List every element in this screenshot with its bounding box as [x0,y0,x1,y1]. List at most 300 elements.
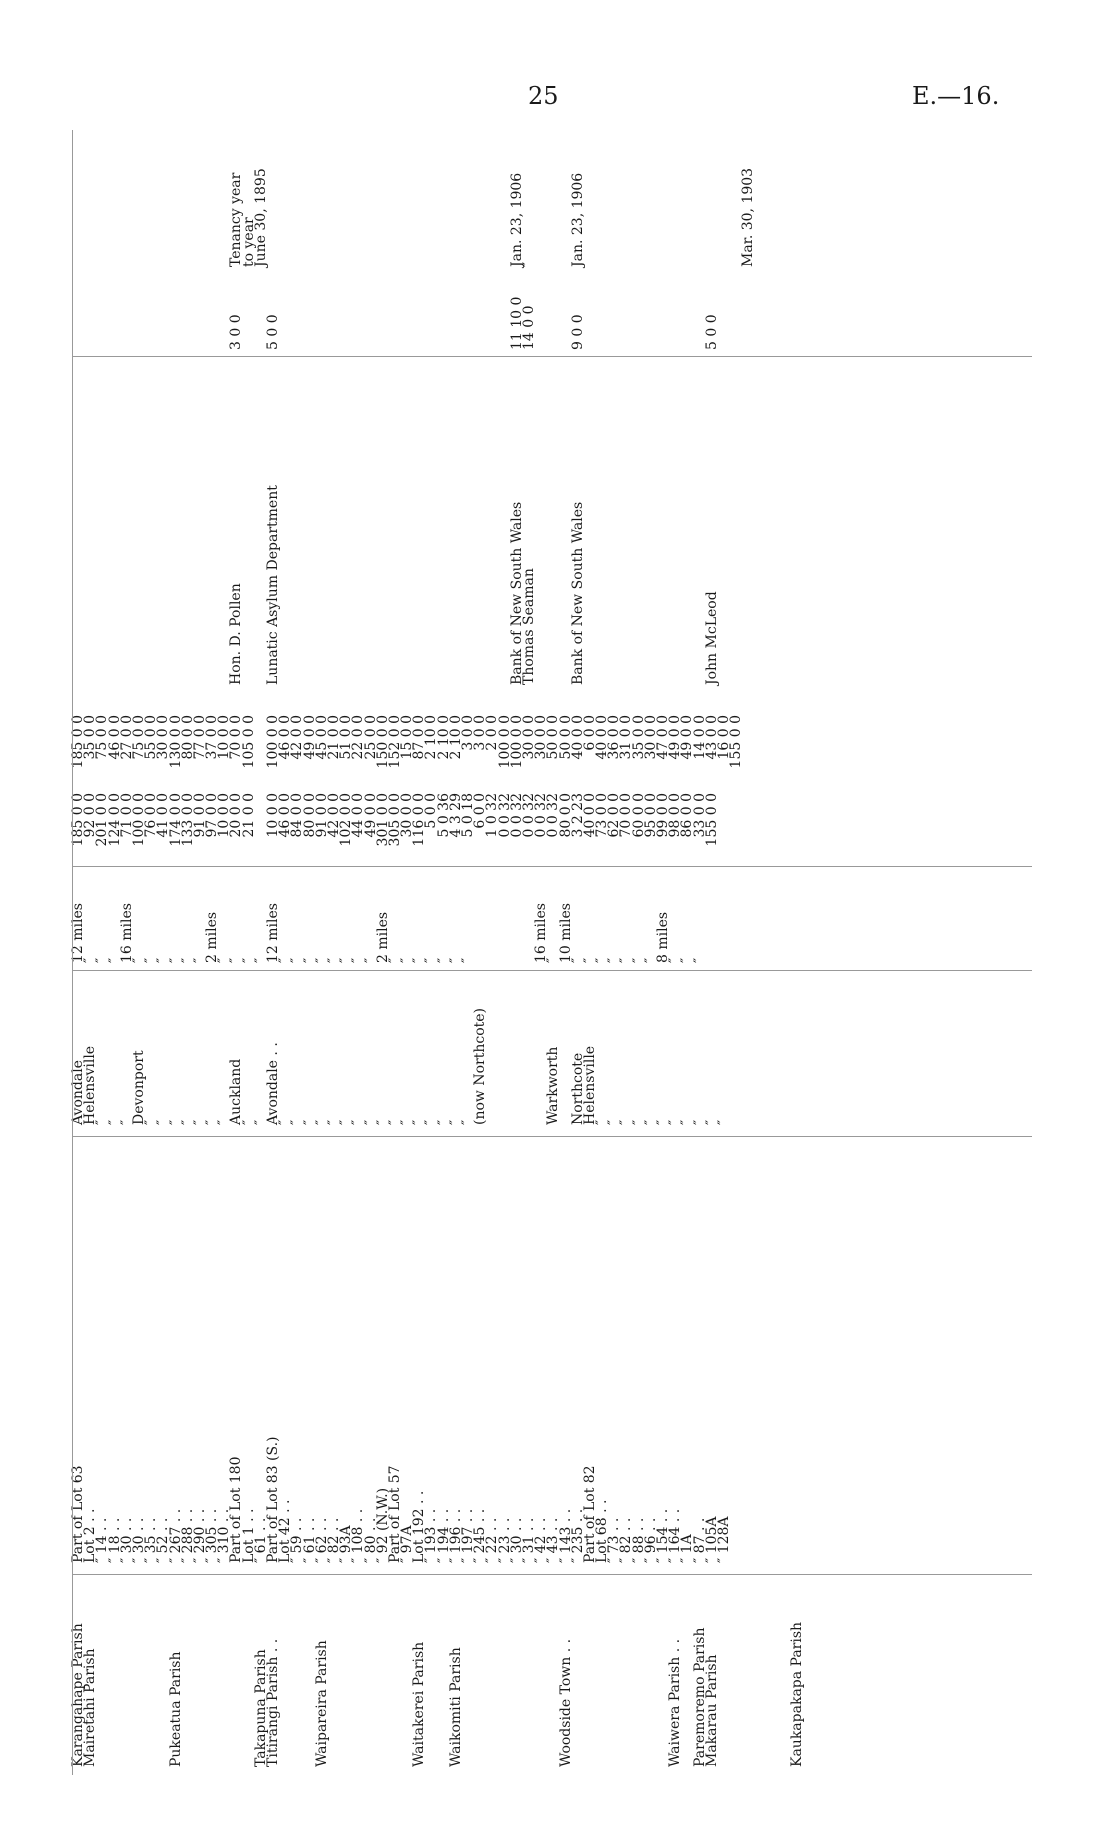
parishes-entry [767,1587,779,1767]
lessees-entry [170,375,182,685]
areas_total-entry: 99 0 0 [655,793,671,838]
lessees-entry [279,375,291,685]
towns-entry: ″ [460,1119,476,1125]
areas_total-entry: 92 0 0 [82,793,99,838]
distances-entry: 12 miles [70,903,86,963]
rents-entry [133,280,145,350]
lessees-entry: Hon. D. Pollen [228,583,245,685]
distances-entry: 12 miles [265,903,281,963]
dates-entry [267,127,279,267]
rents-entry [316,280,328,350]
towns-entry: ″ [155,1119,172,1125]
parishes-entry [133,1587,145,1767]
lots-entry: ″ 193 . . [423,1508,440,1563]
areas_total-entry: 133 0 0 [179,793,196,847]
lots-entry: Part of Lot 180 [228,1456,245,1563]
lots-entry: ″ 30 . . [508,1517,525,1563]
areas_leased-entry: 16 0 0 [715,715,732,760]
towns-entry: ″ [667,1119,684,1125]
lots-entry: ″ 97A [399,1525,416,1563]
towns-entry: ″ [691,1119,708,1125]
parishes-entry [572,1587,584,1767]
towns-entry: ″ [399,1119,416,1125]
distances-entry: ″ [594,957,611,963]
towns-entry: Auckland [228,1058,245,1125]
areas_total-entry: 40 0 0 [581,793,598,838]
areas_total-entry: 62 0 0 [606,793,623,838]
lots-entry: Lot 1 . . [240,1508,257,1563]
areas_total-entry: 10 0 0 [265,793,281,838]
distances-entry: ″ [423,957,440,963]
dates-entry [109,127,121,267]
distances-entry: ″ [155,957,172,963]
distances-entry: ″ [606,957,623,963]
parishes-entry [730,1587,742,1767]
areas_leased-entry: 3 0 0 [472,715,489,751]
parishes-entry [474,1587,486,1767]
lessee-column [72,375,718,685]
top-rule [72,130,73,1775]
lessees-entry [365,375,377,685]
leased-area-column [70,715,745,775]
dates-entry [620,127,632,267]
lots-entry: Lot 42 . . [277,1499,294,1563]
areas_total-entry: 33 0 0 [691,793,708,838]
rents-entry [401,280,413,350]
rents-entry [243,280,255,350]
lots-entry: ″ 196 . . [447,1508,464,1563]
lots-entry: ″ 31 . . [520,1517,537,1563]
areas_leased-entry: 70 0 0 [228,715,245,760]
towns-entry: ″ [216,1119,233,1125]
lessees-entry [182,375,194,685]
areas_leased-entry: 100 0 0 [508,715,525,769]
areas_total-entry: 73 0 0 [594,793,611,838]
dates-entry [535,127,547,267]
lots-entry: ″ 35 . . [143,1517,160,1563]
parishes-entry: Karangahape Parish [70,1623,86,1767]
lessees-entry [389,375,401,685]
areas_leased-entry: 15 0 0 [399,715,416,760]
lots-entry: ″ 82 . . [325,1517,342,1563]
dates-entry [96,127,108,267]
lessees-entry [486,375,498,685]
distances-entry: 16 miles [118,903,135,963]
parishes-entry: Waitakerei Parish [411,1641,428,1767]
parishes-entry: Takapuna Parish [252,1649,269,1767]
areas_total-entry: 41 0 0 [155,793,172,838]
towns-entry: ″ [715,1119,732,1125]
towns-entry: ″ [313,1119,330,1125]
areas_leased-entry: 55 0 0 [143,715,160,760]
lots-entry: ″ 61 . . [301,1517,318,1563]
areas_total-entry: 70 0 0 [618,793,635,838]
distances-entry: ″ [411,957,428,963]
towns-entry: ″ [325,1119,342,1125]
parishes-entry [377,1587,389,1767]
lessees-entry [352,375,364,685]
dates-entry [365,127,377,267]
areas_leased-entry: 50 0 0 [545,715,562,760]
areas_total-entry: 4 3 29 [447,793,464,838]
parishes-entry: Paremoremo Parish [691,1627,708,1767]
lots-entry: ″ 30 . . [130,1517,147,1563]
areas_total-entry: 91 0 0 [313,793,330,838]
lessees-entry [72,375,84,685]
divider-rent [72,356,1032,357]
rents-entry [474,280,486,350]
distances-entry: 8 miles [655,911,671,963]
lots-entry: Part of Lot 82 [581,1465,598,1563]
rents-entry [279,280,291,350]
distances-entry: ″ [82,957,99,963]
areas_leased-entry: 150 0 0 [374,715,391,769]
lessees-entry [316,375,328,685]
dates-entry: Tenancy year [228,172,245,267]
lots-entry: ″ 23 . . [496,1517,513,1563]
rents-entry [72,280,84,350]
distances-entry: ″ [581,957,598,963]
areas_leased-entry: 80 0 0 [179,715,196,760]
lots-entry: Part of Lot 83 (S.) [265,1436,281,1563]
lessees-entry [462,375,474,685]
page-number: 25 [528,82,559,110]
distances-entry: ″ [191,957,208,963]
areas_leased-entry: 100 0 0 [496,715,513,769]
lots-entry: ″ 96 . . [642,1517,659,1563]
towns-entry: Warkworth [545,1046,562,1125]
distances-entry: ″ [216,957,233,963]
areas_total-entry: 49 0 0 [362,793,379,838]
dates-entry: Jan. 23, 1906 [569,172,586,267]
rents-entry [681,280,693,350]
lessees-entry [645,375,657,685]
lots-entry: ″ 267 . . [167,1508,184,1563]
areas_total-entry: 76 0 0 [143,793,160,838]
distances-entry: ″ [386,957,403,963]
lots-entry: ″ 93A [338,1525,355,1563]
areas_total-entry: 116 0 0 [411,793,428,847]
towns-entry: ″ [167,1119,184,1125]
areas_total-entry: 10 0 0 [216,793,233,838]
dates-entry [121,127,133,267]
distances-entry: 16 miles [533,903,550,963]
rents-entry [450,280,462,350]
dates-entry [328,127,340,267]
areas_leased-entry: 2 10 0 [435,715,452,760]
rents-entry: 9 0 0 [569,314,586,350]
lessees-entry: Thomas Seaman [520,568,537,685]
dates-entry [718,127,730,267]
lots-entry: ″ 82 . . [618,1517,635,1563]
distances-entry: ″ [167,957,184,963]
distances-entry: ″ [252,957,269,963]
rotated-table [72,130,1034,1775]
areas_leased-entry: 22 0 0 [350,715,367,760]
lessees-entry [109,375,121,685]
distances-entry: ″ [277,957,294,963]
towns-entry: ″ [594,1119,611,1125]
parishes-entry: Makarau Parish [703,1654,720,1767]
areas_total-entry: 1 0 32 [484,793,501,838]
towns-entry [486,955,498,1125]
dates-entry [547,127,559,267]
areas_leased-entry: 2 0 0 [484,715,501,751]
parishes-entry [194,1587,206,1767]
towns-entry: ″ [655,1119,671,1125]
areas_total-entry: 60 0 0 [630,793,647,838]
areas_leased-entry: 40 0 0 [569,715,586,760]
dates-entry [84,127,96,267]
areas_total-entry: 91 0 0 [191,793,208,838]
areas_total-entry: 95 0 0 [642,793,659,838]
areas_leased-entry: 25 0 0 [362,715,379,760]
lots-entry: ″ 164 . . [667,1508,684,1563]
dates-entry [681,127,693,267]
lots-entry: ″ 88 . . [630,1517,647,1563]
rents-entry: 14 0 0 [520,305,537,350]
areas_total-entry: 20 0 0 [228,793,245,838]
rents-entry [535,280,547,350]
parishes-entry [742,1587,754,1767]
rents-entry [352,280,364,350]
areas_leased-entry: 2 10 0 [447,715,464,760]
areas_total-entry: 201 0 0 [94,793,111,847]
lessees-entry [438,375,450,685]
distances-entry: ″ [289,957,306,963]
parishes-entry: Waiwera Parish . . [667,1638,684,1767]
distances-entry [474,873,486,963]
lots-entry: ″ 105A [703,1516,720,1563]
lots-entry: ″ 42 . . [533,1517,550,1563]
parishes-entry [803,1587,815,1767]
rents-entry [84,280,96,350]
lots-entry: ″ 61 . . [252,1517,269,1563]
lessees-entry [584,375,596,685]
rents-entry [547,280,559,350]
dates-entry [304,127,316,267]
rents-entry [389,280,401,350]
lot-column [72,1388,730,1563]
towns-entry: ″ [374,1119,391,1125]
date-column [72,127,755,267]
lessees-entry [291,375,303,685]
areas_leased-entry: 35 0 0 [82,715,99,760]
divider-distance [72,970,1032,971]
parishes-entry: Waikomiti Parish [447,1647,464,1767]
distances-entry: ″ [630,957,647,963]
dates-entry [474,127,486,267]
parishes-entry [462,1587,474,1767]
areas_total-entry: 301 0 0 [374,793,391,847]
towns-entry [511,955,523,1125]
towns-entry: ″ [447,1119,464,1125]
lots-entry: ″ 22 . . [484,1517,501,1563]
rents-entry [340,280,352,350]
areas_total-entry: 5 0 18 [460,793,476,838]
towns-entry: Northcote [569,1052,586,1125]
areas_leased-entry: 105 0 0 [240,715,257,769]
distances-entry: ″ [642,957,659,963]
parishes-entry: Titirangi Parish . . [265,1638,281,1767]
lessees-entry [474,375,486,685]
areas_leased-entry: 35 0 0 [630,715,647,760]
areas_total-entry: 71 0 0 [118,793,135,838]
lessees-entry [608,375,620,685]
distances-entry: 2 miles [204,911,221,963]
areas_total-entry: 80 0 0 [557,793,574,838]
distances-entry: ″ [301,957,318,963]
lots-entry: ″ 108 . . [350,1508,367,1563]
rents-entry [462,280,474,350]
rents-entry [304,280,316,350]
distances-entry: ″ [325,957,342,963]
parishes-entry: Waipareira Parish [313,1640,330,1767]
parishes-entry [425,1587,437,1767]
lessees-entry: John McLeod [703,591,720,685]
lessees-entry [657,375,669,685]
rents-entry [291,280,303,350]
lessees-entry [547,375,559,685]
areas_leased-entry: 152 0 0 [386,715,403,769]
areas_leased-entry: 6 0 0 [581,715,598,751]
parishes-entry: Mairetahi Parish [82,1648,99,1767]
areas_leased-entry: 3 0 0 [460,715,476,751]
distances-entry: ″ [618,957,635,963]
areas_leased-entry: 50 0 0 [557,715,574,760]
distances-entry: ″ [447,957,464,963]
distances-entry [486,873,498,963]
areas_total-entry: 42 0 0 [325,793,342,838]
towns-entry: ″ [642,1119,659,1125]
towns-entry: ″ [679,1119,696,1125]
lots-entry: ″ 290 . . [191,1508,208,1563]
rents-entry: 5 0 0 [265,314,281,350]
dates-entry [450,127,462,267]
dates-entry [694,127,706,267]
towns-entry: ″ [143,1119,160,1125]
lessees-entry [633,375,645,685]
dates-entry [608,127,620,267]
rents-entry [584,280,596,350]
lessees-entry [121,375,133,685]
dates-entry [352,127,364,267]
dates-entry [133,127,145,267]
rents-entry [194,280,206,350]
areas_total-entry: 155 0 0 [703,793,720,847]
distances-entry: ″ [691,957,708,963]
towns-entry: Devonport [130,1050,147,1125]
lots-entry: ″ 245 . . [472,1508,489,1563]
lots-entry: ″ 80 . . [362,1517,379,1563]
rents-entry [96,280,108,350]
distances-entry: ″ [240,957,257,963]
parishes-entry [511,1587,523,1767]
dates-entry [596,127,608,267]
distances-entry: ″ [667,957,684,963]
dates-entry [170,127,182,267]
towns-entry: ″ [618,1119,635,1125]
areas_total-entry: 84 0 0 [289,793,306,838]
dates-entry [584,127,596,267]
rents-entry [182,280,194,350]
lots-entry: ″ 235 . . [569,1508,586,1563]
parishes-entry [596,1587,608,1767]
rents-entry [328,280,340,350]
areas_leased-entry: 75 0 0 [94,715,111,760]
towns-entry: ″ [118,1119,135,1125]
rents-entry: 11 10 0 [508,296,525,350]
towns-entry: ″ [350,1119,367,1125]
dates-entry [316,127,328,267]
lessees-entry [194,375,206,685]
areas_total-entry: 0 0 32 [533,793,550,838]
lessees-entry [96,375,108,685]
dates-entry [706,127,718,267]
lots-entry: Lot 2 . . [82,1508,99,1563]
parishes-entry [206,1587,218,1767]
parishes-entry [291,1587,303,1767]
areas_total-entry: 21 0 0 [240,793,257,838]
towns-entry: (now Northcote) [472,1008,489,1125]
parishes-entry [340,1587,352,1767]
lessees-entry [328,375,340,685]
rents-entry [438,280,450,350]
towns-entry: ″ [423,1119,440,1125]
distances-entry: ″ [435,957,452,963]
lots-entry: ″ 194 . . [435,1508,452,1563]
towns-entry: Helensville [581,1045,598,1125]
distances-entry: ″ [460,957,476,963]
parishes-entry: Pukeatua Parish [167,1651,184,1767]
areas_leased-entry: 130 0 0 [167,715,184,769]
towns-entry: ″ [106,1119,123,1125]
areas_leased-entry: 185 0 0 [70,715,86,769]
lots-entry: ″ 154 . . [655,1508,671,1563]
areas_total-entry: 185 0 0 [70,793,86,847]
areas_leased-entry: 30 0 0 [155,715,172,760]
parishes-entry [645,1587,657,1767]
lessees-entry [157,375,169,685]
rents-entry [170,280,182,350]
areas_total-entry: 46 0 0 [277,793,294,838]
areas_leased-entry: 47 0 0 [655,715,671,760]
parishes-entry [523,1587,535,1767]
areas_leased-entry: 40 0 0 [594,715,611,760]
lots-entry: Part of Lot 63 [70,1465,86,1563]
dates-entry [279,127,291,267]
parishes-entry: Kaukapakapa Parish [789,1621,806,1767]
dates-entry [291,127,303,267]
parishes-entry [145,1587,157,1767]
rents-entry: 5 0 0 [703,314,720,350]
distances-entry: ″ [399,957,416,963]
distances-entry: ″ [179,957,196,963]
distances-entry [511,873,523,963]
parishes-entry [352,1587,364,1767]
lessees-entry: Bank of New South Wales [508,501,525,685]
distances-entry: ″ [679,957,696,963]
parishes-entry [633,1587,645,1767]
rents-entry [157,280,169,350]
lessees-entry [450,375,462,685]
towns-entry: ″ [179,1119,196,1125]
lessees-entry [401,375,413,685]
areas_leased-entry: 51 0 0 [338,715,355,760]
parishes-entry [365,1587,377,1767]
areas_leased-entry: 30 0 0 [533,715,550,760]
dates-entry [145,127,157,267]
